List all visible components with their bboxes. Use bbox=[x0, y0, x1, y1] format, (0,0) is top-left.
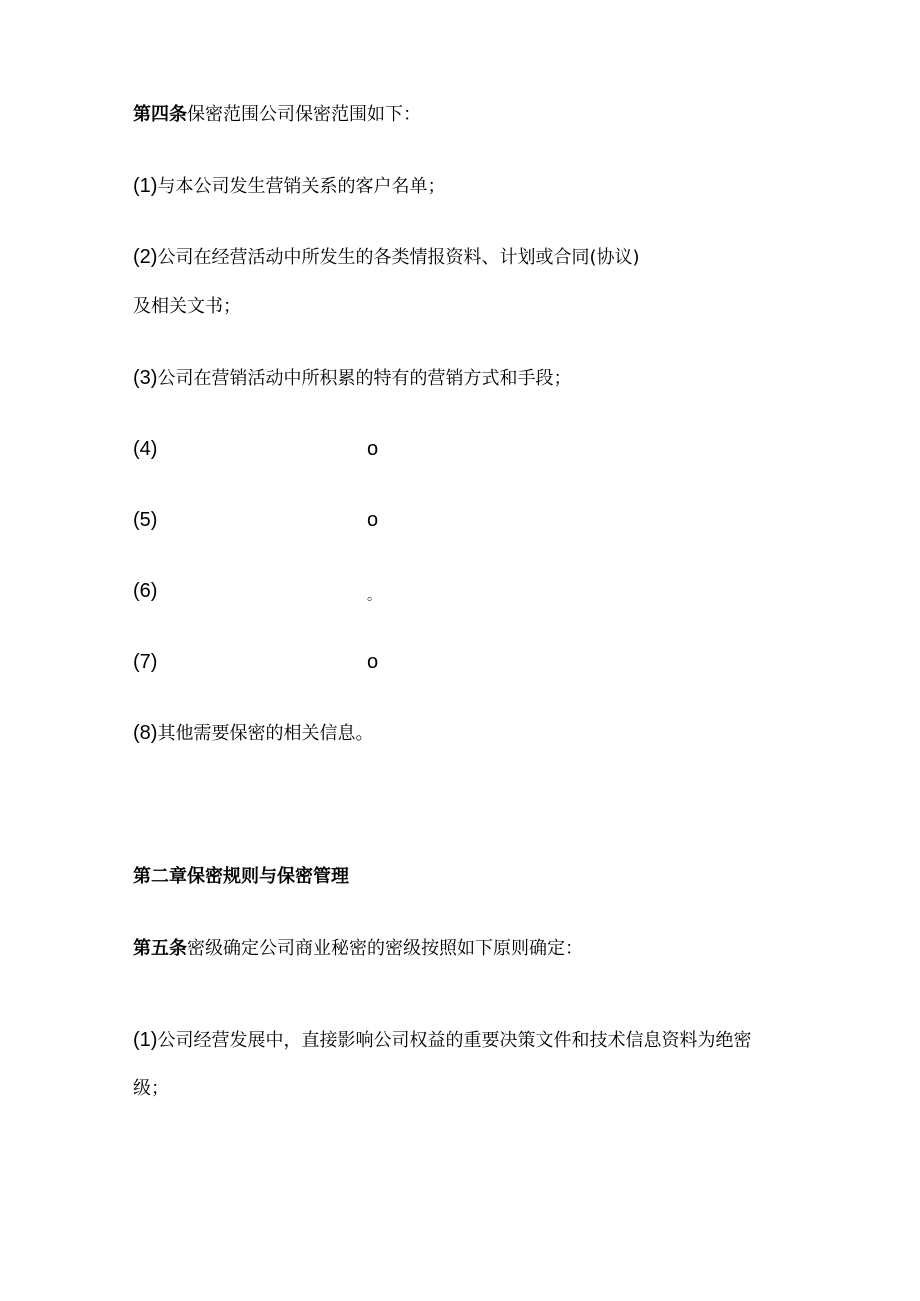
blank-item-6-mark: 。 bbox=[367, 587, 381, 603]
scope-item-2 bbox=[133, 245, 640, 270]
scope-item-2-text: 公司在经营活动中所发生的各类情报资料、计划或合同(协议) bbox=[157, 247, 640, 268]
article5-text: 密级确定公司商业秘密的密级按照如下原则确定： bbox=[187, 938, 583, 959]
article4-heading: 第四条 bbox=[133, 104, 187, 125]
level-item-1-continued bbox=[133, 1077, 169, 1101]
article4-paragraph bbox=[133, 103, 421, 127]
blank-item-7 bbox=[133, 650, 433, 674]
level-item-1-text: 公司经营发展中，直接影响公司权益的重要决策文件和技术信息资料为绝密 bbox=[157, 1030, 752, 1051]
blank-item-4-number: (4) bbox=[133, 438, 158, 460]
blank-item-6-number: (6) bbox=[133, 580, 158, 602]
level-item-1-number: (1) bbox=[133, 1029, 158, 1051]
article5-heading: 第五条 bbox=[133, 938, 187, 959]
scope-item-3 bbox=[133, 366, 571, 391]
scope-item-2-continued bbox=[133, 295, 241, 319]
scope-item-2-continued-text: 及相关文书； bbox=[133, 296, 241, 317]
article4-text: 保密范围公司保密范围如下： bbox=[187, 104, 421, 125]
level-item-1-continued-text: 级； bbox=[133, 1078, 169, 1099]
scope-item-8 bbox=[133, 721, 373, 746]
blank-item-7-mark: o bbox=[367, 651, 379, 673]
level-item-1 bbox=[133, 1028, 751, 1053]
chapter2-title: 第二章保密规则与保密管理 bbox=[133, 866, 349, 887]
scope-item-1-text: 与本公司发生营销关系的客户名单； bbox=[157, 176, 446, 197]
blank-item-5 bbox=[133, 508, 433, 532]
scope-item-8-number: (8) bbox=[133, 722, 158, 744]
blank-item-4-mark: o bbox=[367, 438, 379, 460]
blank-item-5-mark: o bbox=[367, 509, 379, 531]
scope-item-1 bbox=[133, 174, 445, 199]
scope-item-3-text: 公司在营销活动中所积累的特有的营销方式和手段； bbox=[157, 368, 572, 389]
scope-item-8-text: 其他需要保密的相关信息。 bbox=[157, 723, 374, 744]
scope-item-1-number: (1) bbox=[133, 175, 158, 197]
blank-item-7-number: (7) bbox=[133, 651, 158, 673]
scope-item-2-number: (2) bbox=[133, 246, 158, 268]
blank-item-5-number: (5) bbox=[133, 509, 158, 531]
blank-item-4 bbox=[133, 437, 433, 461]
blank-item-6 bbox=[133, 579, 433, 603]
scope-item-3-number: (3) bbox=[133, 367, 158, 389]
article5-paragraph bbox=[133, 937, 583, 961]
